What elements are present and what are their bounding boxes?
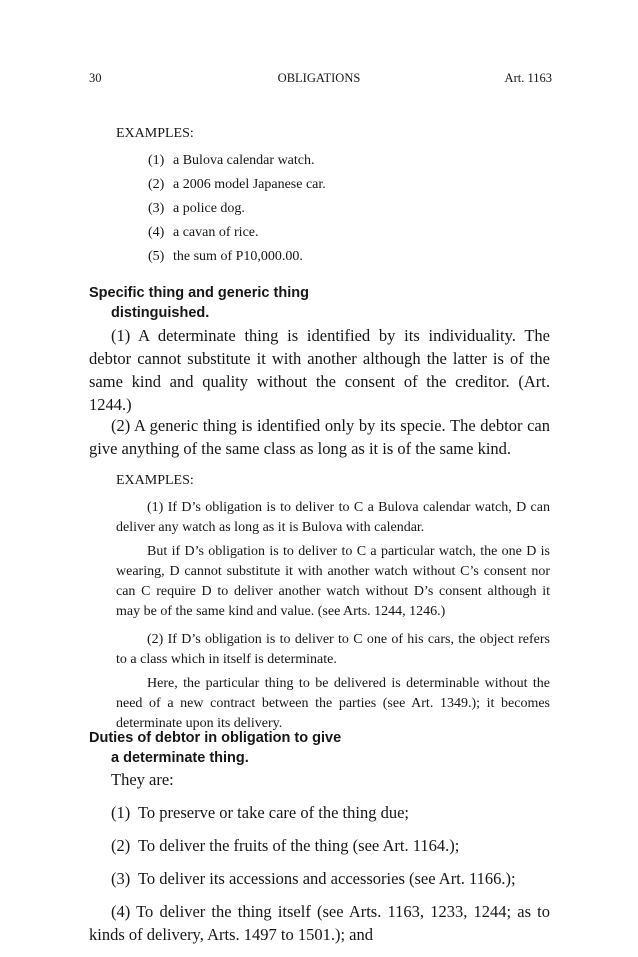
examples-label: EXAMPLES: — [116, 126, 194, 141]
example-item-text: a police dog. — [173, 201, 245, 216]
duty-item — [111, 801, 409, 824]
example-item — [148, 199, 245, 219]
section-heading-line: Specific thing and generic thing — [89, 285, 309, 301]
duty-item — [111, 867, 516, 890]
section-heading-line: a determinate thing. — [111, 750, 249, 766]
example-item-number: (4) — [148, 225, 165, 240]
body-paragraph-text: (2) A generic thing is identified only by its specie. The debtor can give anything of the same class as long as it is of the same kind. — [89, 416, 550, 458]
example-item — [148, 223, 259, 243]
body-paragraph — [89, 324, 550, 416]
duties-intro: They are: — [111, 770, 174, 789]
example-paragraph — [116, 542, 550, 622]
article-reference: Art. 1163 — [504, 71, 552, 85]
example-paragraph-text: Here, the particular thing to be delivered is determinable without the need of a new contract between the parties (see Art. 1349.); it becomes determinate upon its delivery. — [116, 676, 550, 731]
example-item-number: (5) — [148, 249, 165, 264]
example-item — [148, 151, 315, 171]
section-heading — [89, 283, 419, 323]
example-item-text: the sum of P10,000.00. — [173, 249, 303, 264]
duty-item-number: (2) — [111, 836, 131, 855]
example-item-text: a 2006 model Japanese car. — [173, 177, 326, 192]
duty-item — [111, 834, 459, 857]
duty-item-text: To deliver the fruits of the thing (see Art. 1164.); — [138, 836, 460, 855]
body-paragraph — [89, 414, 550, 460]
duty-item-number: (3) — [111, 869, 131, 888]
example-item-text: a cavan of rice. — [173, 225, 259, 240]
page-number: 30 — [89, 71, 102, 85]
example-paragraph-text: (1) If D’s obligation is to deliver to C a Bulova calendar watch, D can deliver any watch as long as it is Bulova with calendar. — [116, 500, 550, 535]
running-title: OBLIGATIONS — [277, 71, 361, 85]
example-paragraph — [116, 498, 550, 538]
example-item-text: a Bulova calendar watch. — [173, 153, 315, 168]
duty-item-text: To preserve or take care of the thing due; — [138, 803, 409, 822]
example-item-number: (3) — [148, 201, 165, 216]
body-paragraph-text: (1) A determinate thing is identified by its individuality. The debtor cannot substitute it with another although the latter is of the same kind and quality without the consent of the creditor. (Art. 1244.) — [89, 326, 550, 414]
example-paragraph-text: But if D’s obligation is to deliver to C a particular watch, the one D is wearing, D cannot substitute it with another watch without C’s consent nor can C require D to deliver another watch without D’s consent although it may be of the same kind and value. (see Arts. 1244, 1246.) — [116, 544, 550, 619]
duty-item-number: (1) — [111, 803, 131, 822]
section-heading-line: Duties of debtor in obligation to give — [89, 730, 342, 746]
example-item — [148, 175, 326, 195]
example-paragraph — [116, 674, 550, 734]
duty-item-wrapped — [89, 900, 550, 946]
duty-item-text: (4) To deliver the thing itself (see Arts. 1163, 1233, 1244; as to kinds of delivery, Arts. 1497 to 1501.); and — [89, 902, 550, 944]
section-heading-line: distinguished. — [111, 305, 210, 321]
section-heading — [89, 728, 419, 768]
example-item-number: (1) — [148, 153, 165, 168]
duty-item-text: To deliver its accessions and accessories (see Art. 1166.); — [138, 869, 516, 888]
example-item-number: (2) — [148, 177, 165, 192]
example-paragraph-text: (2) If D’s obligation is to deliver to C one of his cars, the object refers to a class which in itself is determinate. — [116, 632, 550, 667]
examples-label: EXAMPLES: — [116, 473, 194, 488]
example-paragraph — [116, 630, 550, 670]
example-item — [148, 247, 303, 267]
